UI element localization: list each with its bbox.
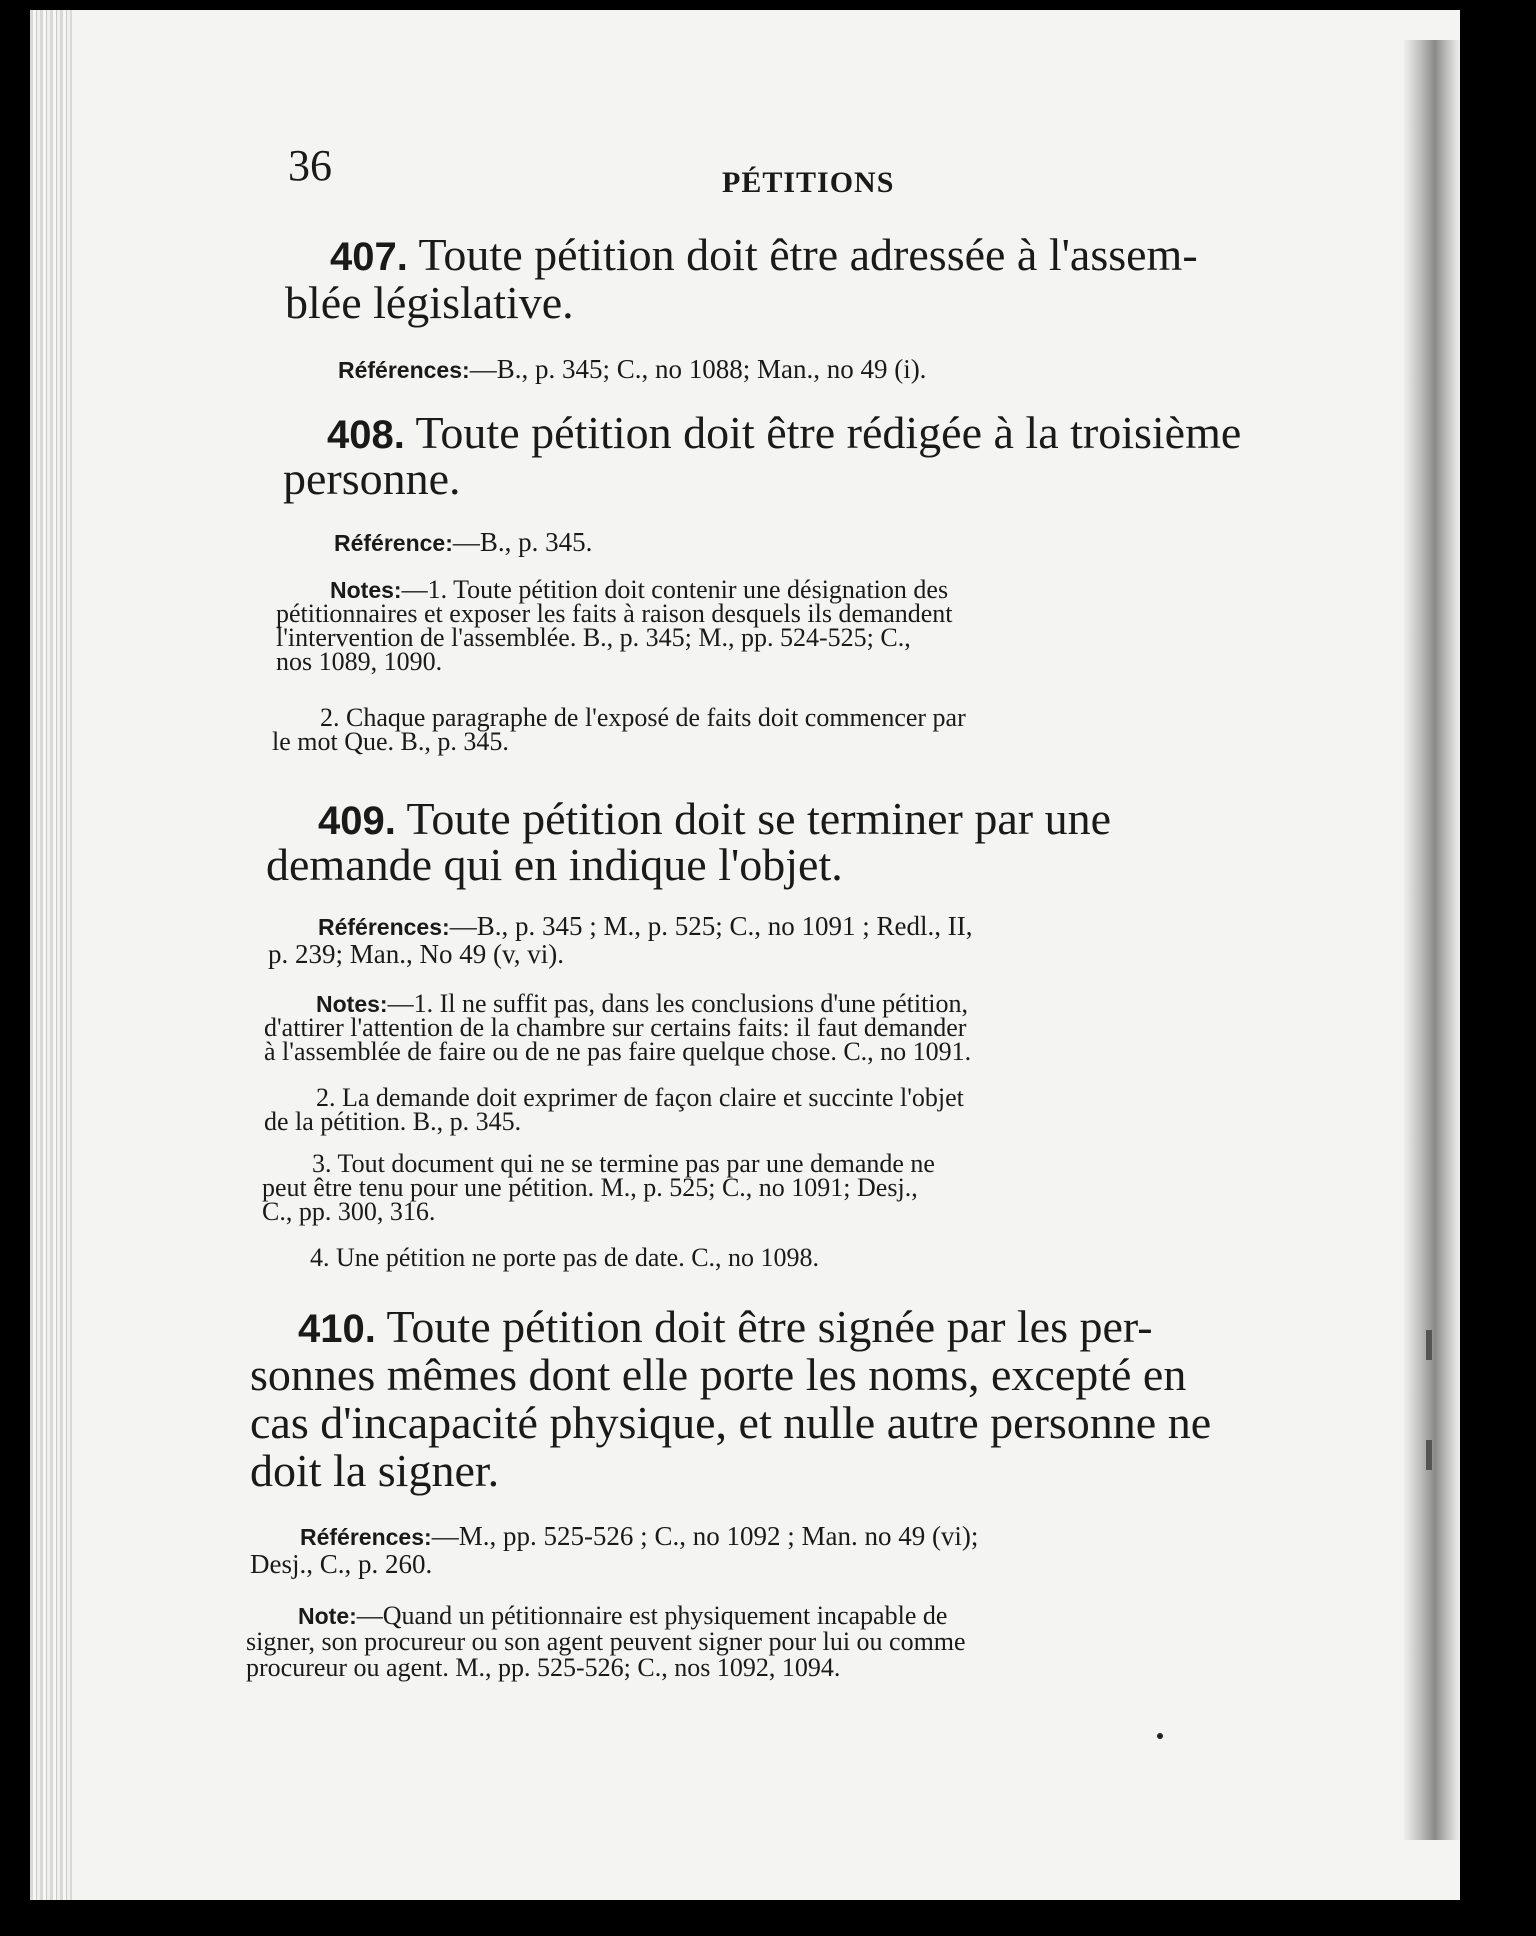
article-408-note-line: le mot Que. B., p. 345. — [272, 727, 509, 756]
article-409-note-line: peut être tenu pour une pétition. M., p. 525; C., no 1091; Desj., — [262, 1173, 918, 1202]
book-spine — [1404, 40, 1460, 1840]
article-409-note-line: 2. La demande doit exprimer de façon claire et succinte l'objet — [316, 1083, 964, 1112]
article-409-line-2: demande qui en indique l'objet. — [266, 839, 843, 890]
article-408-reference: Référence:—B., p. 345. — [334, 527, 593, 557]
notes-label: Notes: — [330, 577, 402, 603]
article-409-note-line: de la pétition. B., p. 345. — [264, 1107, 522, 1136]
ink-dot — [1157, 1733, 1163, 1739]
page-edges — [30, 10, 72, 1900]
article-409-references-line: p. 239; Man., No 49 (v, vi). — [268, 939, 564, 969]
article-409-note-line: 3. Tout document qui ne se termine pas par une demande ne — [312, 1149, 935, 1178]
references-label: Références: — [338, 357, 470, 383]
article-number: 410. — [298, 1307, 376, 1351]
article-410-references: Références:—M., pp. 525-526 ; C., no 1092 ; Man. no 49 (vi); — [300, 1521, 979, 1551]
article-number: 408. — [327, 413, 405, 457]
article-407-line-1: 407. Toute pétition doit être adressée à l'assem- — [330, 229, 1198, 280]
article-410-line: sonnes mêmes dont elle porte les noms, excepté en — [250, 1349, 1187, 1400]
spine-mark — [1426, 1440, 1432, 1470]
article-408-line-1: 408. Toute pétition doit être rédigée à la troisième — [327, 407, 1242, 458]
page-number: 36 — [288, 141, 332, 190]
article-408-note-line: Notes:—1. Toute pétition doit contenir une désignation des — [330, 575, 949, 604]
references-label: Références: — [318, 914, 450, 940]
article-408-line-2: personne. — [283, 453, 461, 504]
notes-label: Notes: — [316, 991, 388, 1017]
running-head: PÉTITIONS — [722, 166, 895, 199]
article-408-note-line: pétitionnaires et exposer les faits à raison desquels ils demandent — [276, 599, 953, 628]
article-410-line-1: 410. Toute pétition doit être signée par les per- — [298, 1301, 1153, 1352]
article-409-note-line: C., pp. 300, 316. — [262, 1197, 436, 1226]
article-408-note-line: 2. Chaque paragraphe de l'exposé de faits doit commencer par — [320, 703, 966, 732]
spine-mark — [1426, 1330, 1432, 1360]
article-409-line-1: 409. Toute pétition doit se terminer par une — [318, 793, 1111, 844]
article-407-line-2: blée législative. — [285, 277, 574, 328]
article-409-note-line: 4. Une pétition ne porte pas de date. C., no 1098. — [310, 1243, 820, 1272]
article-number: 409. — [318, 799, 396, 843]
article-410-line: cas d'incapacité physique, et nulle autre personne ne — [250, 1397, 1212, 1448]
references-label: Références: — [300, 1524, 432, 1550]
article-408-note-line: l'intervention de l'assemblée. B., p. 345; M., pp. 524-525; C., — [276, 623, 911, 652]
article-number: 407. — [330, 235, 408, 279]
reference-label: Référence: — [334, 530, 453, 556]
note-label: Note: — [298, 1603, 357, 1629]
article-409-note-line: à l'assemblée de faire ou de ne pas faire quelque chose. C., no 1091. — [264, 1037, 972, 1066]
article-408-note-line: nos 1089, 1090. — [276, 647, 443, 676]
article-407-references: Références:—B., p. 345; C., no 1088; Man., no 49 (i). — [338, 354, 927, 384]
article-409-note-line: d'attirer l'attention de la chambre sur certains faits: il faut demander — [264, 1013, 967, 1042]
article-410-references-line: Desj., C., p. 260. — [250, 1549, 433, 1579]
article-410-note-line: procureur ou agent. M., pp. 525-526; C., nos 1092, 1094. — [246, 1653, 841, 1682]
article-410-note-line: Note:—Quand un pétitionnaire est physiquement incapable de — [298, 1601, 948, 1630]
article-409-note-line: Notes:—1. Il ne suffit pas, dans les conclusions d'une pétition, — [316, 989, 969, 1018]
article-409-references: Références:—B., p. 345 ; M., p. 525; C., no 1091 ; Redl., II, — [318, 911, 973, 941]
article-410-line: doit la signer. — [250, 1445, 500, 1496]
article-410-note-line: signer, son procureur ou son agent peuvent signer pour lui ou comme — [246, 1627, 966, 1656]
